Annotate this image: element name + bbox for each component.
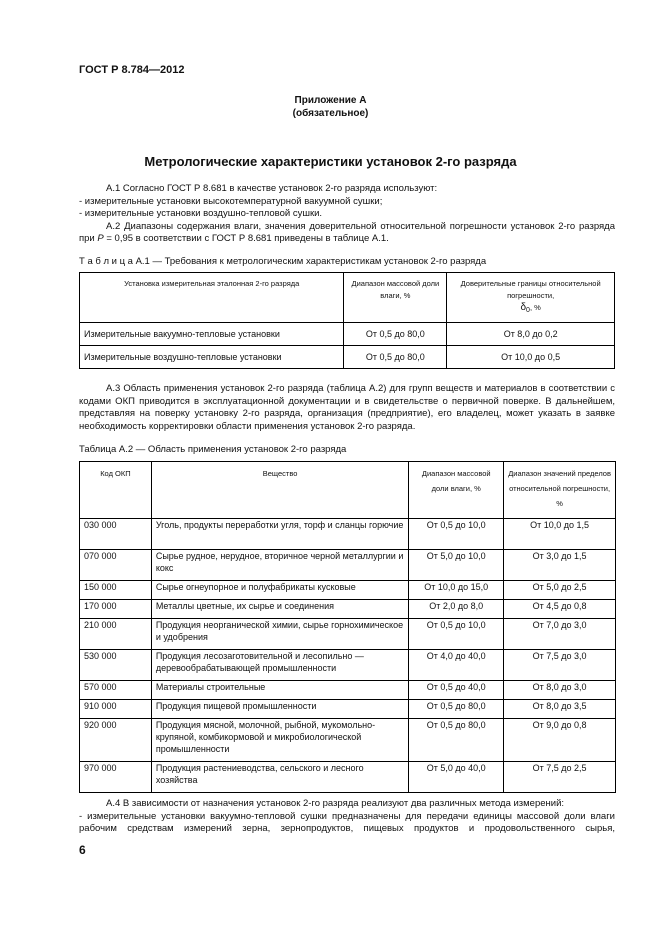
table-row bbox=[80, 681, 616, 700]
cell-error: От 8,0 до 0,2 bbox=[447, 323, 615, 346]
table-row bbox=[80, 581, 616, 600]
header-range: Диапазон массовой доли влаги, % bbox=[409, 462, 504, 519]
cell-code: 970 000 bbox=[80, 762, 152, 793]
table-a2 bbox=[79, 461, 616, 793]
cell-error: От 7,0 до 3,0 bbox=[504, 619, 616, 650]
cell-error: От 3,0 до 1,5 bbox=[504, 550, 616, 581]
cell-range: От 0,5 до 80,0 bbox=[409, 719, 504, 762]
header-substance: Вещество bbox=[151, 462, 409, 519]
cell-substance: Продукция неорганической химии, сырье горнохимическое и удобрения bbox=[151, 619, 409, 650]
cell-setup: Измерительные воздушно-тепловые установки bbox=[80, 346, 344, 369]
table-row bbox=[80, 619, 616, 650]
header-error: Диапазон значений пределов относительной погрешности, % bbox=[504, 462, 616, 519]
cell-range: От 0,5 до 80,0 bbox=[409, 700, 504, 719]
cell-code: 210 000 bbox=[80, 619, 152, 650]
cell-error: От 9,0 до 0,8 bbox=[504, 719, 616, 762]
appendix-status: (обязательное) bbox=[292, 108, 369, 119]
table-row bbox=[80, 600, 616, 619]
cell-range: От 5,0 до 40,0 bbox=[409, 762, 504, 793]
header-code: Код ОКП bbox=[80, 462, 152, 519]
cell-code: 530 000 bbox=[80, 650, 152, 681]
section-title: Метрологические характеристики установок 2-го разряда bbox=[144, 154, 517, 169]
cell-error: От 4,5 до 0,8 bbox=[504, 600, 616, 619]
delta-symbol: δ bbox=[520, 302, 527, 313]
cell-code: 910 000 bbox=[80, 700, 152, 719]
table-header-row bbox=[80, 462, 616, 519]
header-setup: Установка измерительная эталонная 2-го разряда bbox=[80, 273, 344, 323]
paragraph-a4-block bbox=[79, 798, 615, 836]
paragraph-a2-text-end: = 0,95 в соответствии с ГОСТ Р 8.681 приведены в таблице А.1. bbox=[103, 233, 389, 244]
cell-code: 150 000 bbox=[80, 581, 152, 600]
cell-code: 920 000 bbox=[80, 719, 152, 762]
header-range: Диапазон массовой доли влаги, % bbox=[344, 273, 447, 323]
cell-substance: Продукция растениеводства, сельского и лесного хозяйства bbox=[151, 762, 409, 793]
header-error-unit: , % bbox=[529, 303, 541, 312]
table1-caption: Т а б л и ц а А.1 — Требования к метрологическим характеристикам установок 2-го разряда bbox=[79, 256, 487, 267]
cell-range: От 0,5 до 10,0 bbox=[409, 519, 504, 550]
cell-substance: Металлы цветные, их сырье и соединения bbox=[151, 600, 409, 619]
document-header: ГОСТ Р 8.784—2012 bbox=[79, 64, 185, 76]
cell-substance: Продукция мясной, молочной, рыбной, мукомольно-крупяной, комбикормовой и микробиологической промышленности bbox=[151, 719, 409, 762]
table-row bbox=[80, 550, 616, 581]
cell-error: От 10,0 до 0,5 bbox=[447, 346, 615, 369]
cell-code: 070 000 bbox=[80, 550, 152, 581]
cell-code: 570 000 bbox=[80, 681, 152, 700]
table-row bbox=[80, 700, 616, 719]
paragraph-a3: А.3 Область применения установок 2-го разряда (таблица А.2) для групп веществ и материалов в соответствии с кодами ОКП приводится в эксплуатационной документации и в свидетельстве о первичной поверке. В дальнейшем, представляя на поверку установку 2-го разряда, организация (предприятие), его владелец, может указать в заявке необходимость корректировки области применения установок 2-го разряда. bbox=[79, 383, 615, 432]
table2-caption: Таблица А.2 — Область применения установок 2-го разряда bbox=[79, 444, 347, 455]
delta-subscript: 0 bbox=[526, 307, 530, 314]
cell-error: От 10,0 до 1,5 bbox=[504, 519, 616, 550]
cell-range: От 0,5 до 80,0 bbox=[344, 323, 447, 346]
cell-substance: Сырье огнеупорное и полуфабрикаты кусковые bbox=[151, 581, 409, 600]
table-header-row bbox=[80, 273, 615, 323]
table-row bbox=[80, 323, 615, 346]
cell-range: От 2,0 до 8,0 bbox=[409, 600, 504, 619]
list-item: - измерительные установки воздушно-тепловой сушки. bbox=[79, 208, 323, 219]
paragraph-a1: А.1 Согласно ГОСТ Р 8.681 в качестве установок 2-го разряда используют: bbox=[106, 183, 438, 194]
cell-range: От 0,5 до 10,0 bbox=[409, 619, 504, 650]
paragraph-a2 bbox=[79, 221, 615, 246]
cell-range: От 5,0 до 10,0 bbox=[409, 550, 504, 581]
cell-substance: Материалы строительные bbox=[151, 681, 409, 700]
cell-substance: Уголь, продукты переработки угля, торф и сланцы горючие bbox=[151, 519, 409, 550]
header-error bbox=[447, 273, 615, 323]
cell-range: От 4,0 до 40,0 bbox=[409, 650, 504, 681]
cell-error: От 8,0 до 3,5 bbox=[504, 700, 616, 719]
paragraph-a4: А.4 В зависимости от назначения установок 2-го разряда реализуют два различных метода измерений: bbox=[106, 798, 565, 809]
cell-substance: Сырье рудное, нерудное, вторичное черной металлургии и кокс bbox=[151, 550, 409, 581]
intro-paragraphs bbox=[79, 183, 615, 246]
cell-setup: Измерительные вакуумно-тепловые установки bbox=[80, 323, 344, 346]
table-row bbox=[80, 762, 616, 793]
cell-code: 030 000 bbox=[80, 519, 152, 550]
appendix-label: Приложение А bbox=[294, 95, 367, 106]
variable-p: P bbox=[97, 233, 104, 244]
table-a1 bbox=[79, 272, 615, 369]
cell-range: От 0,5 до 40,0 bbox=[409, 681, 504, 700]
paragraph-a3-block bbox=[79, 383, 615, 433]
paragraph-a2-text: А.2 Диапазоны содержания влаги, значения доверительной относительной погрешности установок 2-го разряда при bbox=[79, 220, 615, 244]
table-row bbox=[80, 519, 616, 550]
table-row bbox=[80, 346, 615, 369]
cell-error: От 7,5 до 3,0 bbox=[504, 650, 616, 681]
list-item: - измерительные установки вакуумно-тепловой сушки предназначены для передачи единицы массовой доли влаги рабочим средствам измерений зерна, зернопродуктов, пищевых продуктов и продовольственного сырья, bbox=[79, 810, 615, 834]
header-error-text: Доверительные границы относительной погрешности, bbox=[460, 279, 601, 300]
cell-code: 170 000 bbox=[80, 600, 152, 619]
cell-substance: Продукция пищевой промышленности bbox=[151, 700, 409, 719]
page-number: 6 bbox=[79, 843, 86, 857]
cell-error: От 8,0 до 3,0 bbox=[504, 681, 616, 700]
cell-error: От 7,5 до 2,5 bbox=[504, 762, 616, 793]
list-item: - измерительные установки высокотемпературной вакуумной сушки; bbox=[79, 195, 383, 207]
cell-error: От 5,0 до 2,5 bbox=[504, 581, 616, 600]
cell-range: От 10,0 до 15,0 bbox=[409, 581, 504, 600]
table-row bbox=[80, 650, 616, 681]
cell-substance: Продукция лесозаготовительной и лесопильно — деревообрабатывающей промышленности bbox=[151, 650, 409, 681]
cell-range: От 0,5 до 80,0 bbox=[344, 346, 447, 369]
table-row bbox=[80, 719, 616, 762]
